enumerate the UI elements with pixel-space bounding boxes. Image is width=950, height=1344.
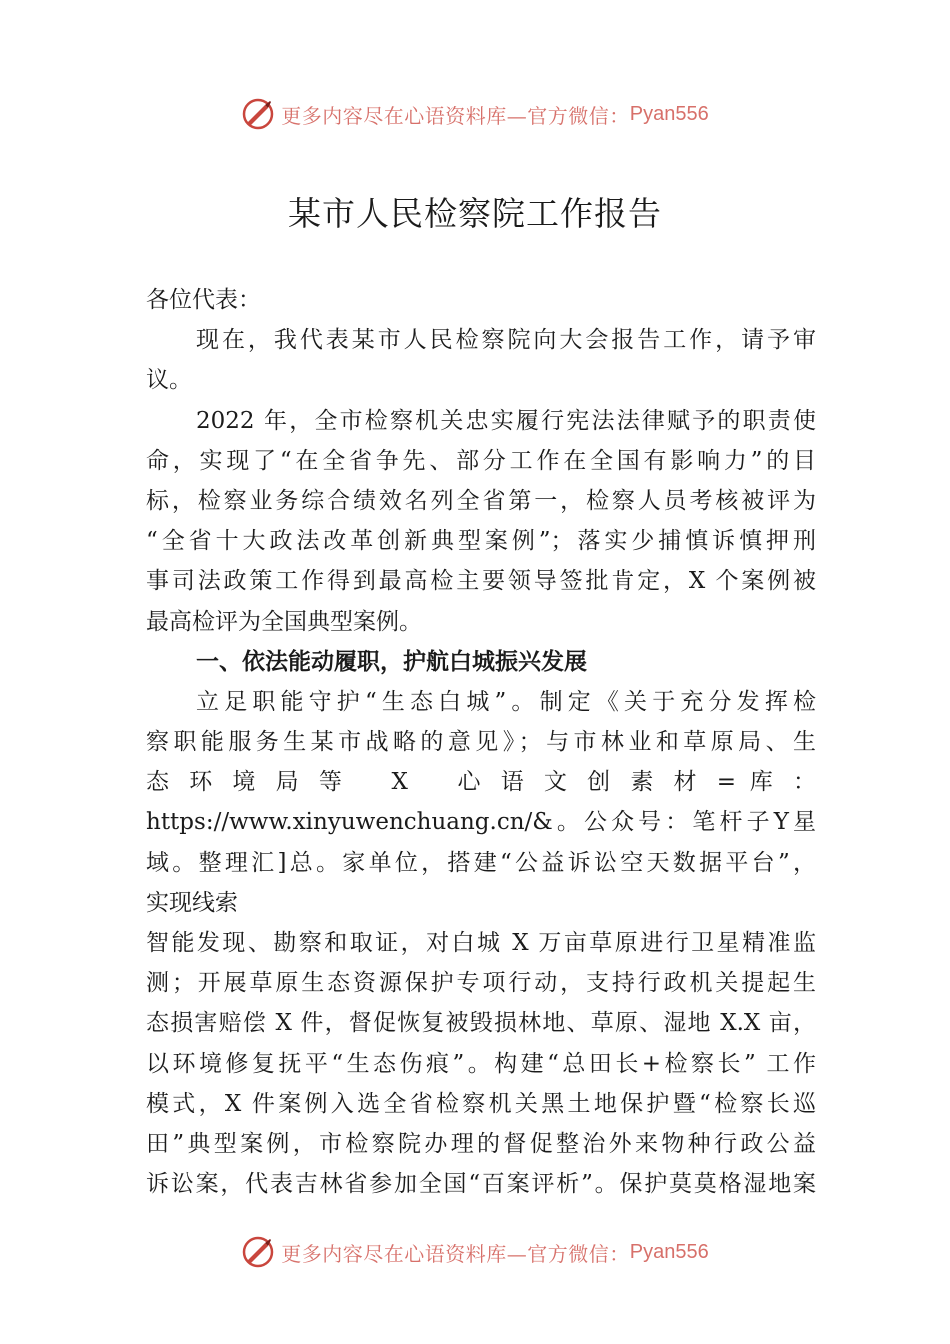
paragraph-line: 模式，X 件案例入选全省检察机关黑土地保护暨“检察长巡 (146, 1090, 816, 1117)
paragraph-line: 态 环 境 局 等 X 心 语 文 创 素 材 = 库 ： (146, 769, 816, 796)
pen-logo-icon (241, 97, 275, 131)
paragraph-line: “全省十大政法改革创新典型案例”；落实少捕慎诉慎押刑 (146, 528, 816, 555)
paragraph-line: 2022 年，全市检察机关忠实履行宪法法律赋予的职责使 (196, 407, 816, 434)
paragraph-line: 立足职能守护“生态白城”。制定《关于充分发挥检 (196, 688, 816, 715)
document-title: 某市人民检察院工作报告 (288, 194, 662, 233)
paragraph-line: 标，检察业务综合绩效名列全省第一，检察人员考核被评为 (146, 487, 816, 514)
paragraph-line: 事司法政策工作得到最高检主要领导签批肯定，X 个案例被 (146, 568, 816, 595)
paragraph-line: 各位代表： (146, 287, 261, 313)
banner-wechat-id: Pyan556 (629, 1240, 709, 1263)
paragraph-line: https://www.xinyuwenchuang.cn/&。公众号：笔杆子Y星 (146, 809, 816, 836)
paragraph-line: 最高检评为全国典型案例。 (146, 608, 422, 635)
paragraph-line: 现在，我代表某市人民检察院向大会报告工作，请予审 (196, 327, 816, 354)
paragraph-line: 察职能服务生某市战略的意见》；与市林业和草原局、生 (146, 729, 816, 756)
paragraph-line: 态损害赔偿 X 件，督促恢复被毁损林地、草原、湿地 X.X 亩， (146, 1010, 816, 1037)
paragraph-line: 智能发现、勘察和取证，对白城 X 万亩草原进行卫星精准监 (146, 930, 816, 956)
pen-logo-icon (241, 1235, 275, 1269)
banner-text: 更多内容尽在心语资料库—官方微信： (281, 103, 630, 128)
header-banner (0, 94, 950, 134)
paragraph-line: 田”典型案例，市检察院办理的督促整治外来物种行政公益 (146, 1130, 816, 1157)
paragraph-line: 命，实现了“在全省争先、部分工作在全国有影响力”的目 (146, 447, 816, 474)
paragraph-line: 测；开展草原生态资源保护专项行动，支持行政机关提起生 (146, 970, 816, 997)
paragraph-line: 实现线索 (146, 889, 238, 916)
banner-wechat-id: Pyan556 (629, 102, 709, 125)
banner-text: 更多内容尽在心语资料库—官方微信： (281, 1241, 630, 1266)
paragraph-line: 以环境修复抚平“生态伤痕”。构建“总田长+检察长” 工作 (146, 1050, 816, 1077)
footer-banner (0, 1232, 950, 1272)
section-heading: 一、依法能动履职，护航白城振兴发展 (196, 648, 587, 675)
paragraph-line: 议。 (146, 367, 192, 394)
paragraph-line: 诉讼案，代表吉林省参加全国“百案评析”。保护莫莫格湿地案 (146, 1171, 816, 1198)
paragraph-line: 域。整理汇]总。家单位，搭建“公益诉讼空天数据平台”， (146, 849, 816, 876)
document-body (146, 280, 816, 1204)
